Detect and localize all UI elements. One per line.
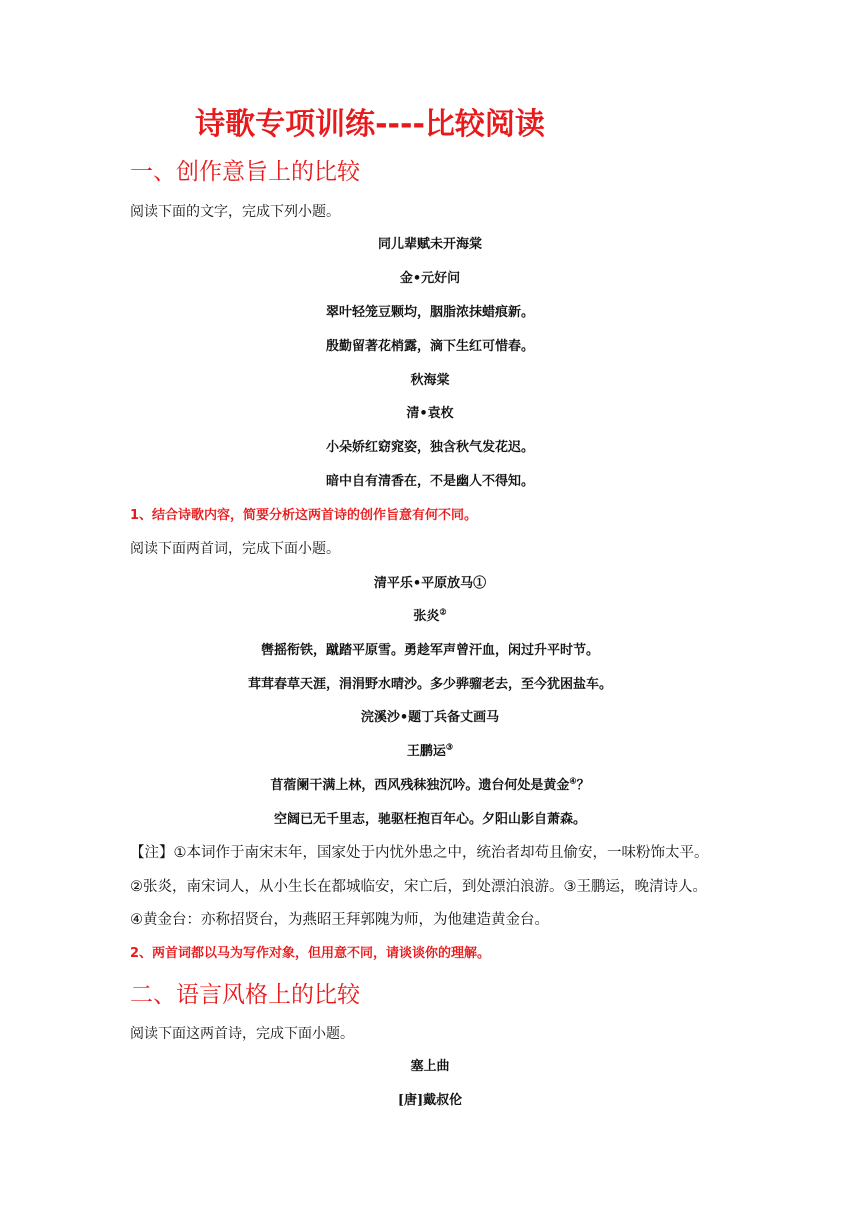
poem1-author: 金•元好问 bbox=[399, 271, 461, 286]
ci2-line-1 bbox=[0, 775, 860, 793]
section1-intro: 阅读下面的文字，完成下列小题。 bbox=[130, 204, 340, 220]
poem3-title: 塞上曲 bbox=[410, 1059, 450, 1074]
ci2-author: 王鹏运 bbox=[406, 744, 446, 759]
ci2-line-1-note: ④ bbox=[569, 775, 577, 786]
poem1-line-1: 翠叶轻笼豆颗均，胭脂浓抹蜡痕新。 bbox=[325, 305, 534, 320]
poem2-line-2: 暗中自有清香在，不是幽人不得知。 bbox=[325, 474, 534, 489]
question-2: 2、两首词都以马为写作对象，但用意不同，请谈谈你的理解。 bbox=[130, 946, 491, 961]
note-line-1: 【注】①本词作于南宋末年，国家处于内忧外患之中，统治者却苟且偷安，一味粉饰太平。 bbox=[130, 845, 709, 861]
ci1-title: 清平乐•平原放马① bbox=[373, 576, 487, 591]
ci1-line-2: 茸茸春草天涯，涓涓野水晴沙。多少骅骝老去，至今犹困盐车。 bbox=[247, 677, 612, 692]
ci1-author-note: ② bbox=[439, 606, 447, 617]
section2-intro: 阅读下面这两首诗，完成下面小题。 bbox=[130, 1026, 354, 1042]
poem2-line-1: 小朵娇红窈窕姿，独含秋气发花迟。 bbox=[325, 440, 534, 455]
ci1-author-line bbox=[0, 606, 860, 624]
ci2-title: 浣溪沙•题丁兵备丈画马 bbox=[360, 710, 500, 725]
note-line-2: ②张炎，南宋词人，从小生长在都城临安，宋亡后，到处漂泊浪游。③王鹏运，晚清诗人。 bbox=[130, 879, 707, 895]
ci2-line-2: 空阔已无千里志，驰驱枉抱百年心。夕阳山影自萧森。 bbox=[273, 812, 586, 827]
section1-intro-2: 阅读下面两首词，完成下面小题。 bbox=[130, 541, 340, 557]
page-title: 诗歌专项训练----比较阅读 bbox=[195, 107, 545, 142]
section2-heading: 二、语言风格上的比较 bbox=[130, 982, 360, 1008]
poem1-line-2: 殷勤留著花梢露，滴下生红可惜春。 bbox=[325, 339, 534, 354]
ci2-line-1-end: ？ bbox=[576, 778, 590, 793]
poem3-author: [唐]戴叔伦 bbox=[397, 1093, 463, 1108]
poem2-title: 秋海棠 bbox=[410, 373, 450, 388]
poem1-title: 同儿辈赋未开海棠 bbox=[377, 237, 482, 252]
question-1: 1、结合诗歌内容，简要分析这两首诗的创作旨意有何不同。 bbox=[130, 508, 478, 523]
ci1-author: 张炎 bbox=[413, 609, 440, 624]
ci1-line-1: 辔摇衔铁，蹴踏平原雪。勇趁军声曾汗血，闲过升平时节。 bbox=[260, 643, 599, 658]
ci2-author-note: ③ bbox=[445, 741, 454, 752]
ci2-line-1-text: 苜蓿阑干满上林，西风残秣独沉吟。遗台何处是黄金 bbox=[270, 778, 570, 793]
note-line-3: ④黄金台：亦称招贤台，为燕昭王拜郭隗为师，为他建造黄金台。 bbox=[130, 912, 549, 928]
section1-heading: 一、创作意旨上的比较 bbox=[130, 159, 360, 185]
poem2-author: 清•袁枚 bbox=[406, 406, 454, 421]
ci2-author-line bbox=[0, 741, 860, 759]
